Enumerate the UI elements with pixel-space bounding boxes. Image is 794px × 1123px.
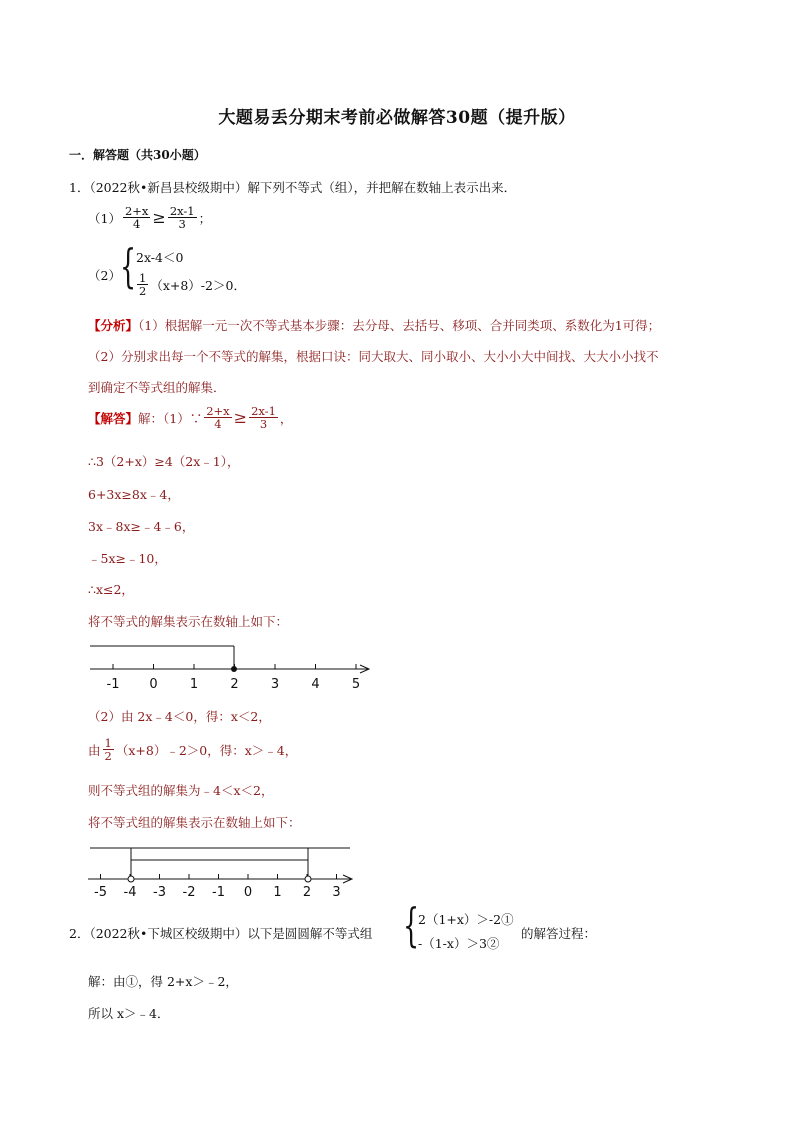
step-1: ∴3（2+x）≥4（2x﹣1），	[88, 454, 240, 469]
axis-tick-label: 4	[311, 677, 320, 692]
numerator: 2+x	[124, 204, 149, 218]
q1-heading: 1．（2022秋•新昌县校级期中）解下列不等式（组），并把解在数轴上表示出来．	[69, 180, 517, 195]
axis-tick-label: 5	[351, 677, 361, 692]
numerator: 2x-1	[251, 404, 276, 418]
axis-tick-label: -1	[106, 677, 120, 692]
p2-solution-4: 将不等式组的解集表示在数轴上如下：	[88, 815, 301, 830]
number-line-1	[80, 638, 380, 696]
axis-tick-label: 3	[332, 885, 341, 900]
denominator: 3	[259, 417, 268, 432]
q2-system-line-1: 2（1+x）＞-2①	[418, 912, 514, 927]
q2-heading: 2．（2022秋•下城区校级期中）以下是圆圆解不等式组	[69, 926, 373, 941]
answer-pre: 解：（1）∵	[138, 410, 203, 426]
step-3: 3x﹣8x≥﹣4﹣6，	[88, 519, 195, 534]
p2-solution-text: （x+8）﹣2＞0，得：x＞﹣4，	[115, 742, 298, 758]
operator: ≥	[233, 408, 248, 428]
fraction	[249, 405, 278, 430]
fraction	[137, 272, 148, 297]
q1-part1	[88, 205, 211, 230]
q1-part1-label: （1）	[88, 210, 121, 226]
answer-line-1	[88, 405, 292, 430]
open-point-left	[128, 876, 134, 882]
punct: ；	[198, 210, 212, 226]
q2-system-line-2: -（1-x）＞3②	[418, 936, 500, 951]
step-5: ∴x≤2，	[88, 582, 134, 597]
step-4: ﹣5x≥﹣10，	[88, 551, 167, 566]
numerator: 1	[139, 271, 147, 285]
axis-tick-label: 3	[270, 677, 280, 692]
analysis-line-1	[88, 316, 660, 334]
denominator: 4	[214, 417, 222, 432]
p2-solution-1: （2）由 2x﹣4＜0，得：x＜2，	[88, 709, 271, 724]
step-6: 将不等式的解集表示在数轴上如下：	[88, 614, 289, 629]
denominator: 3	[178, 217, 186, 232]
q2-heading-tail: 的解答过程：	[521, 926, 597, 941]
step-2: 6+3x≥8x﹣4，	[88, 487, 180, 502]
axis-tick-label: 0	[243, 885, 253, 900]
p2-solution-2	[88, 737, 297, 762]
numerator: 2+x	[206, 404, 230, 418]
operator: ≥	[152, 208, 166, 228]
answer-tag: 【解答】	[88, 410, 139, 426]
numerator: 2x-1	[169, 204, 195, 218]
q2-solution-2: 所以 x＞﹣4．	[88, 1006, 170, 1021]
number-line-2	[85, 838, 365, 900]
denominator: 2	[104, 749, 112, 764]
fraction	[204, 405, 231, 430]
analysis-text-1: （1）根据解一元一次不等式基本步骤：去分母、去括号、移项、合并同类项、系数化为1可得；	[138, 318, 661, 333]
system-line-1: 2x-4＜0	[136, 250, 184, 265]
axis-tick-label: -1	[212, 885, 225, 900]
fraction	[123, 205, 150, 230]
system-line-2-text: （x+8）-2＞0	[150, 277, 234, 293]
punct: ．	[233, 277, 246, 293]
analysis-line-3: 到确定不等式组的解集．	[88, 380, 226, 395]
system-line-2	[135, 272, 246, 297]
open-point-right	[305, 876, 311, 882]
axis-tick-label: 1	[273, 885, 282, 900]
axis-tick-label: -5	[94, 885, 107, 900]
p2-solution-3: 则不等式组的解集为﹣4＜x＜2，	[88, 783, 274, 798]
denominator: 4	[133, 217, 141, 232]
numerator: 1	[104, 736, 112, 750]
section-heading: 一．解答题（共30小题）	[69, 148, 206, 162]
axis-tick-label: 1	[189, 677, 199, 692]
axis-tick-label: 0	[149, 677, 158, 692]
denominator: 2	[139, 284, 147, 299]
closed-point	[231, 666, 237, 672]
page-title: 大题易丢分期末考前必做解答30题（提升版）	[218, 108, 576, 128]
axis-tick-label: 2	[230, 677, 239, 692]
fraction	[103, 737, 114, 762]
analysis-tag: 【分析】	[88, 318, 139, 333]
axis-tick-label: -3	[153, 885, 166, 900]
axis-tick-label: 2	[302, 885, 312, 900]
p2-solution-pre: 由	[88, 742, 101, 758]
punct: ，	[279, 410, 293, 426]
analysis-line-2: （2）分别求出每一个不等式的解集，根据口诀：同大取大、同小取小、大小小大中间找、大大小小找不	[88, 349, 659, 364]
axis-tick-label: -2	[182, 885, 196, 900]
system-brace: {	[120, 239, 137, 293]
q2-solution-1: 解：由①，得 2+x＞﹣2，	[88, 974, 238, 989]
fraction	[168, 205, 197, 230]
axis-tick-label: -4	[123, 885, 137, 900]
q1-part2-label: （2）	[88, 268, 121, 283]
system-brace: {	[403, 898, 420, 952]
